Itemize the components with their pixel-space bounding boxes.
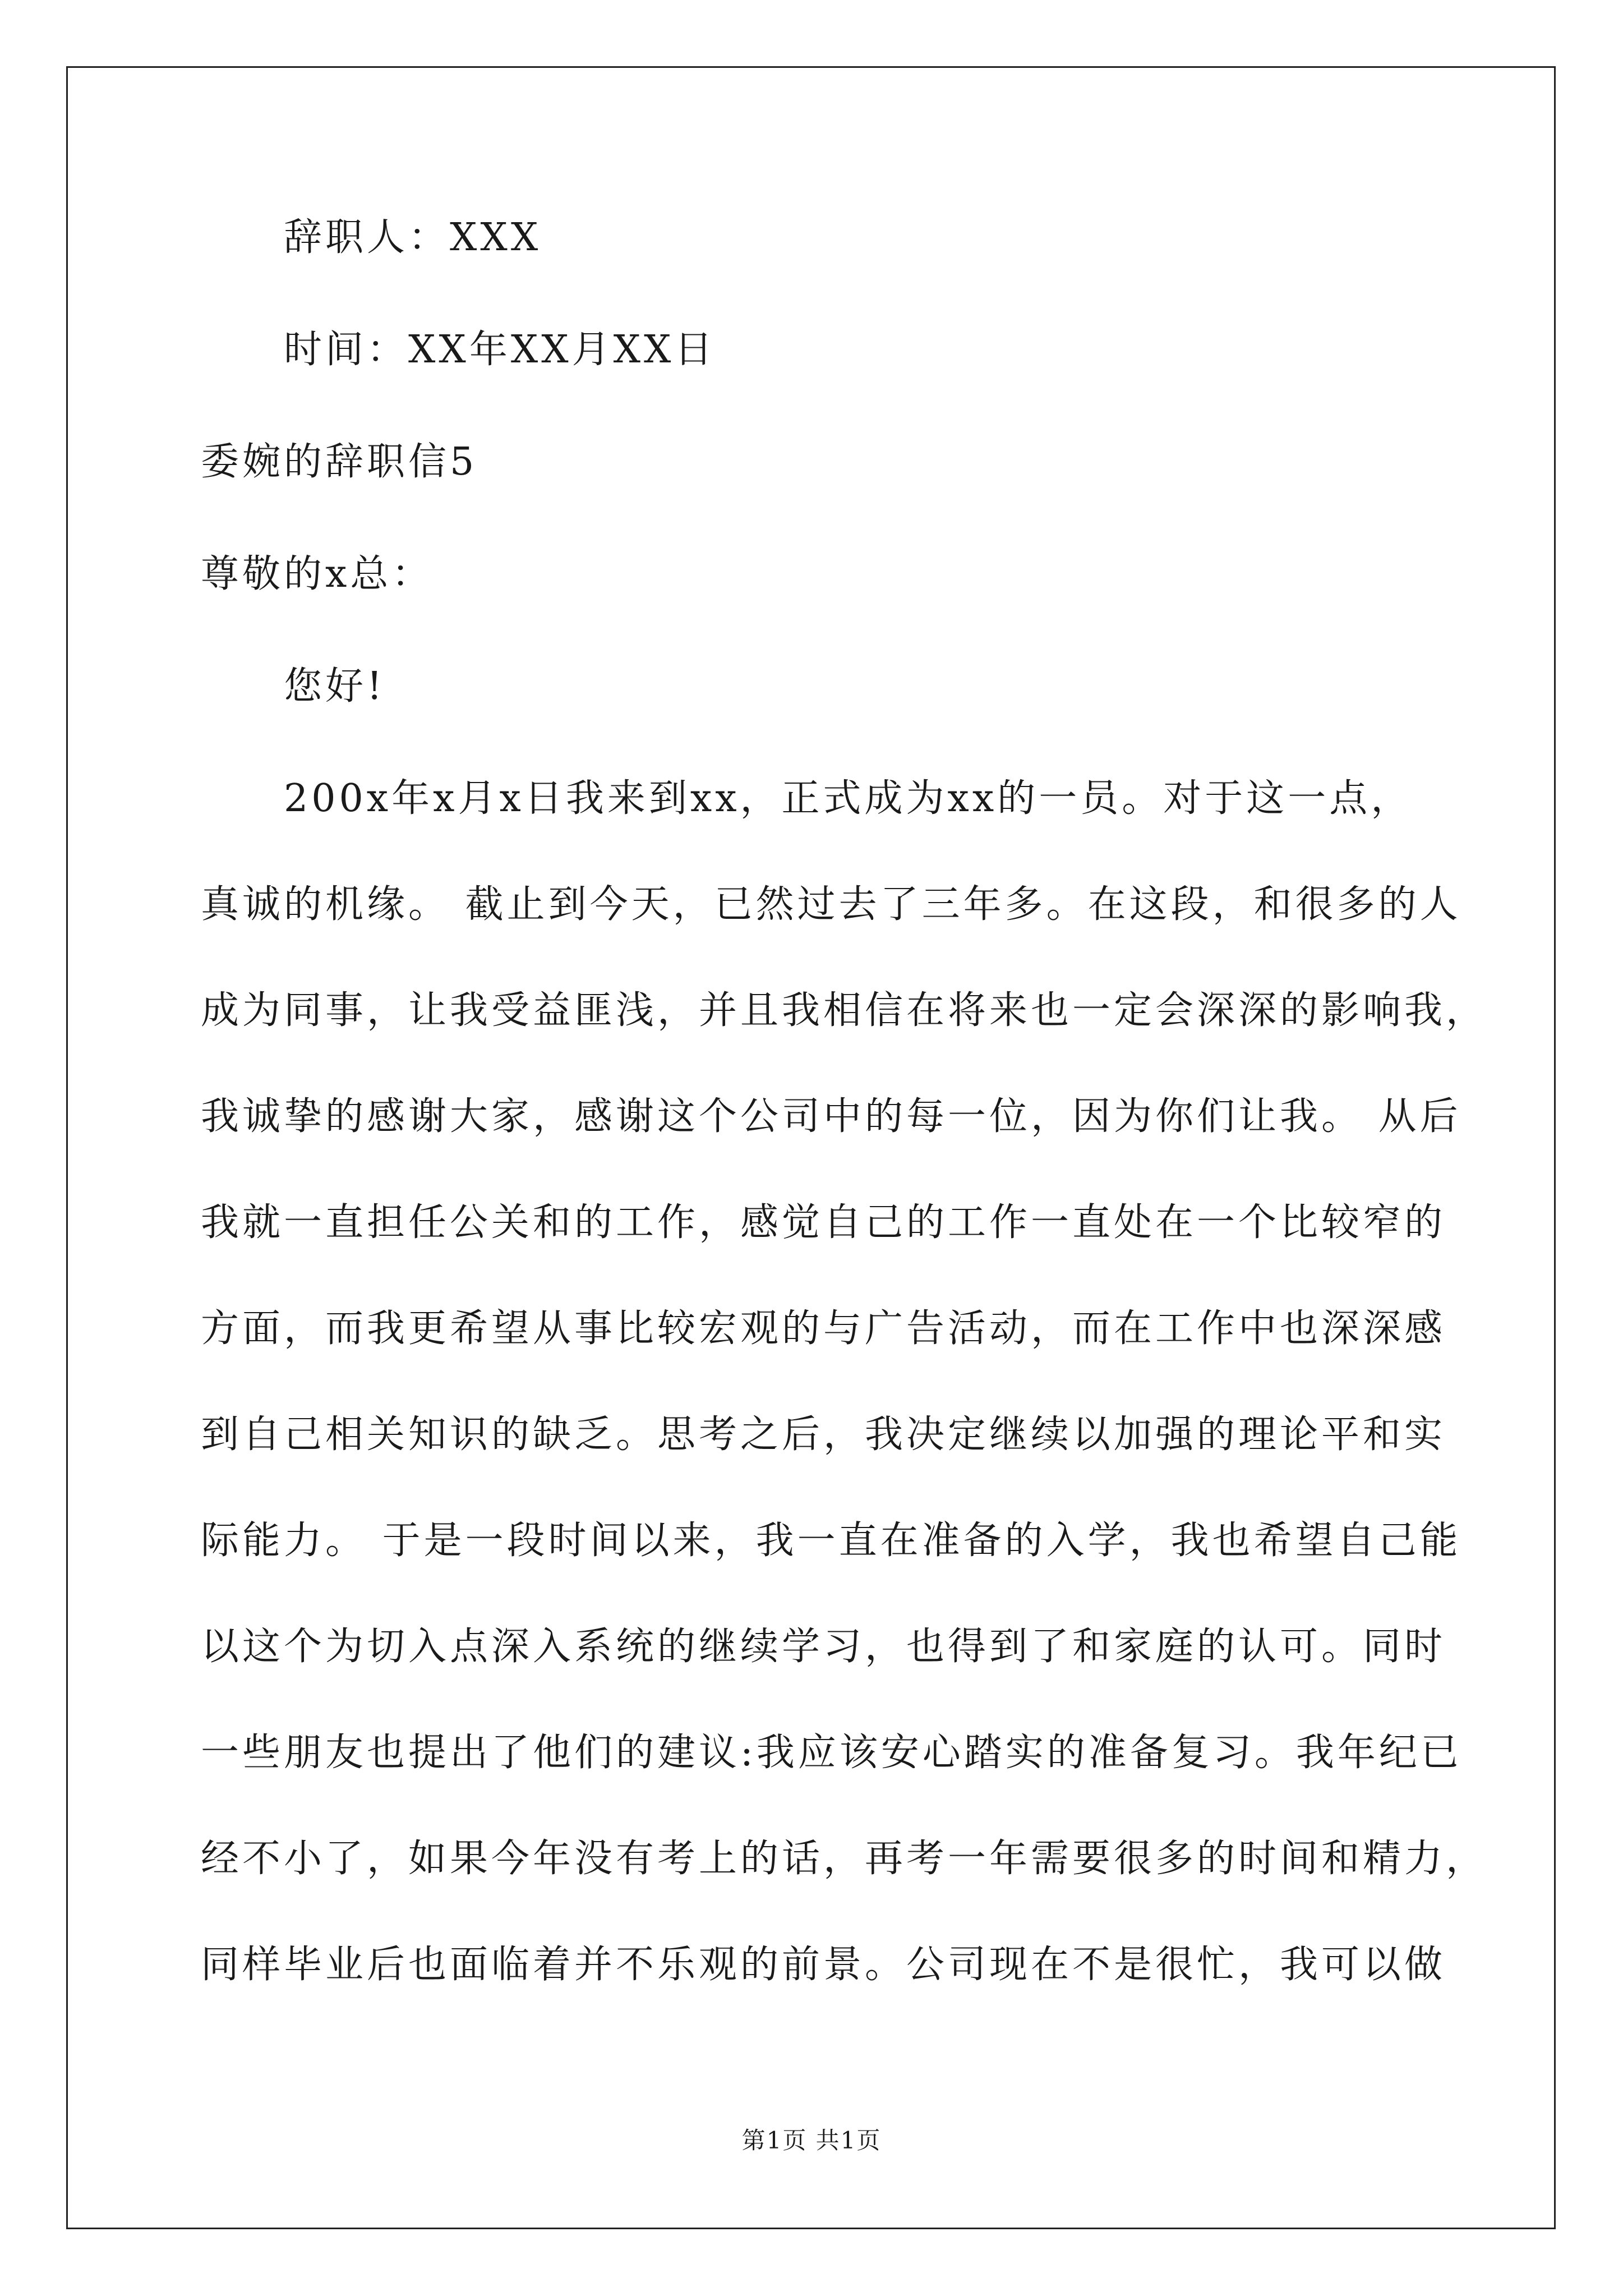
body-line: 真诚的机缘。 截止到今天，已然过去了三年多。在这段，和很多的人 bbox=[201, 882, 1461, 927]
page-footer: 第1页 共1页 bbox=[741, 2127, 882, 2154]
body-line: 我诚挚的感谢大家，感谢这个公司中的每一位，因为你们让我。 从后 bbox=[201, 1094, 1461, 1139]
body-line: 经不小了，如果今年没有考上的话，再考一年需要很多的时间和精力， bbox=[201, 1837, 1488, 1881]
body-line: 200x年x月x日我来到xx，正式成为xx的一员。对于这一点， bbox=[284, 776, 1413, 821]
signer-line: 辞职人：XXX bbox=[284, 215, 542, 260]
body-line: 同样毕业后也面临着并不乐观的前景。公司现在不是很忙，我可以做 bbox=[201, 1943, 1446, 1987]
body-line: 到自己相关知识的缺乏。思考之后，我决定继续以加强的理论平和实 bbox=[201, 1412, 1446, 1457]
body-paragraph bbox=[201, 776, 1488, 2052]
body-line: 我就一直担任公关和的工作，感觉自己的工作一直处在一个比较窄的 bbox=[201, 1200, 1446, 1245]
body-line: 方面，而我更希望从事比较宏观的与广告活动，而在工作中也深深感 bbox=[201, 1306, 1446, 1351]
body-line: 际能力。 于是一段时间以来，我一直在准备的入学，我也希望自己能 bbox=[201, 1519, 1461, 1563]
letter-title: 委婉的辞职信5 bbox=[201, 440, 478, 484]
body-line: 以这个为切入点深入系统的继续学习，也得到了和家庭的认可。同时 bbox=[201, 1625, 1446, 1669]
hello-line: 您好! bbox=[284, 664, 386, 708]
date-line: 时间：XX年XX月XX日 bbox=[284, 328, 716, 372]
body-line: 成为同事，让我受益匪浅，并且我相信在将来也一定会深深的影响我， bbox=[201, 988, 1488, 1033]
body-line: 一些朋友也提出了他们的建议:我应该安心踏实的准备复习。我年纪已 bbox=[201, 1731, 1462, 1775]
salutation: 尊敬的x总： bbox=[201, 552, 434, 596]
